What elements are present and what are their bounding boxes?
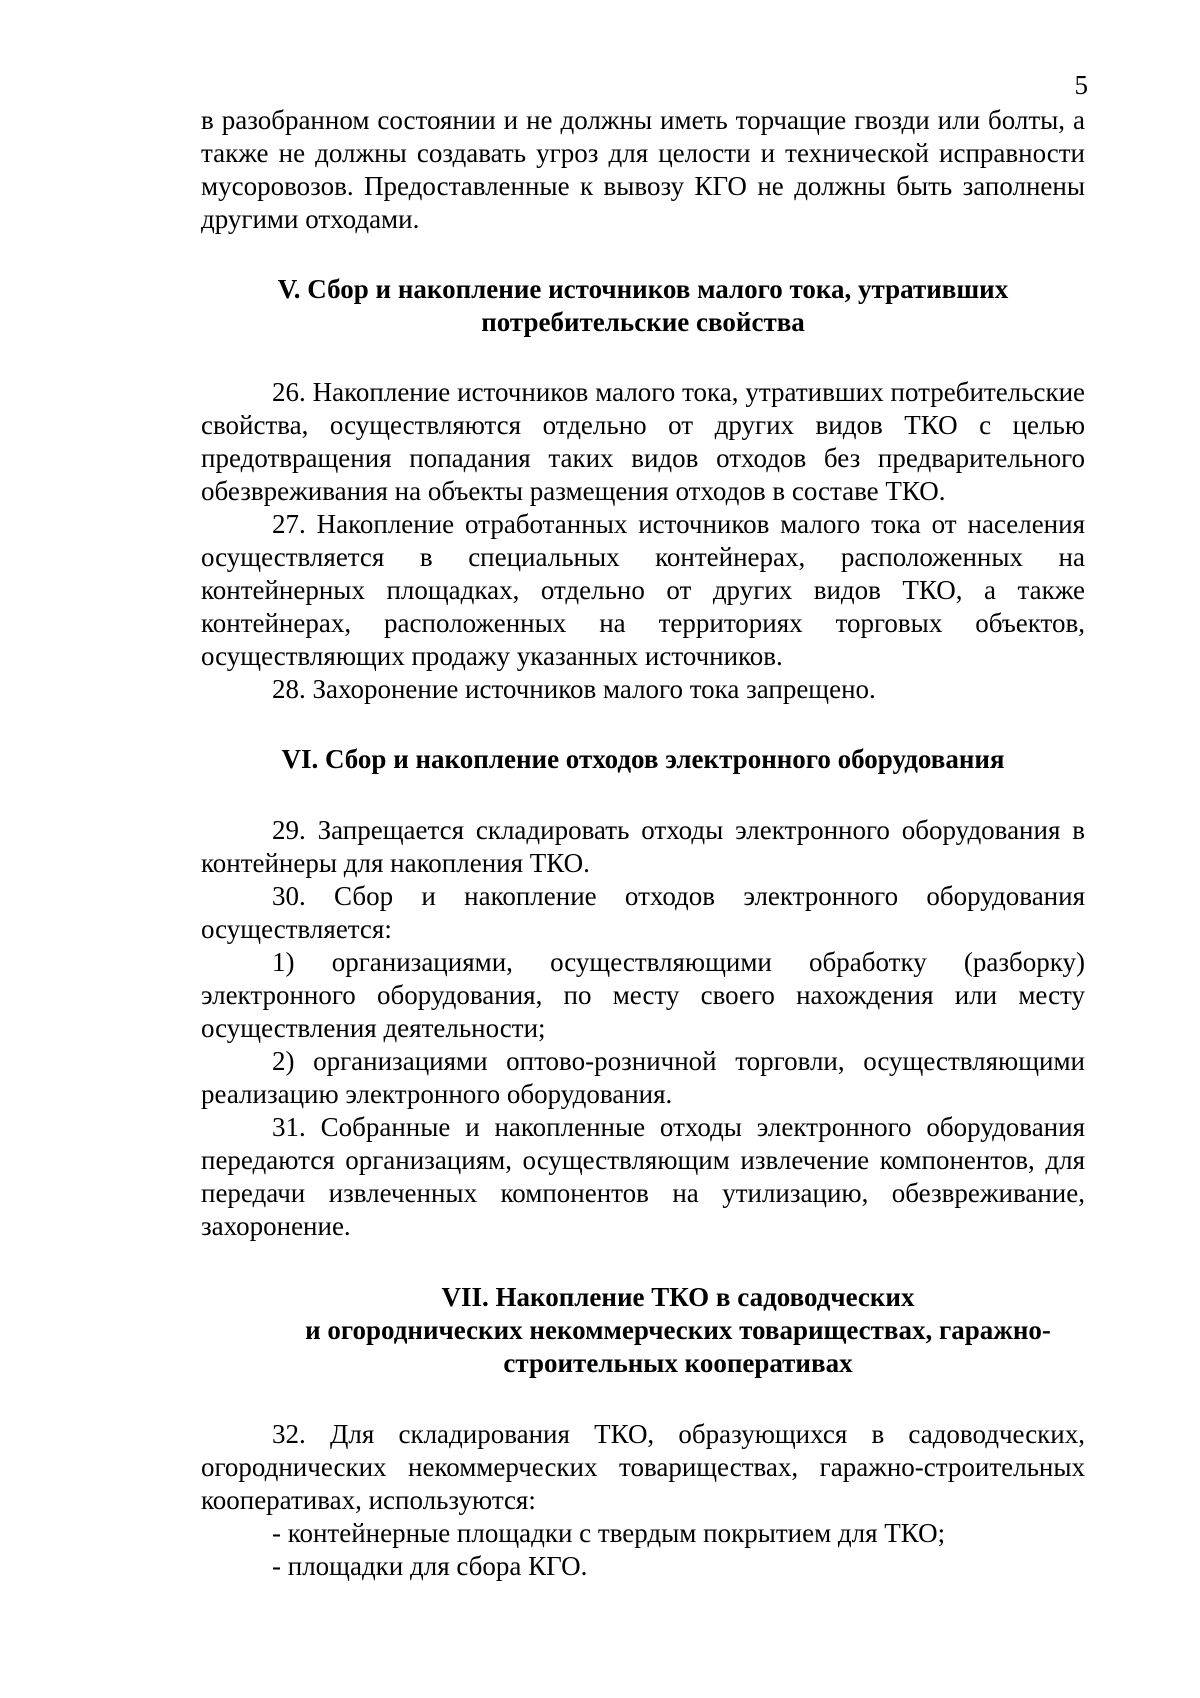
section-5-heading-line-1: V. Сбор и накопление источников малого тока, утративших — [277, 274, 1009, 304]
section-5-heading — [201, 273, 1085, 339]
section-6-heading: VI. Сбор и накопление отходов электронного оборудования — [281, 744, 1005, 774]
paragraph-28: 28. Захоронение источников малого тока запрещено. — [272, 674, 876, 704]
section-7-heading-line-3: строительных кооперативах — [503, 1348, 853, 1378]
paragraph-31: 31. Собранные и накопленные отходы электронного оборудования передаются организациям, осуществляющим извлечение компонентов, для передачи извлеченных компонентов на утилизацию, обезвреживание, захоронение. — [201, 1112, 1085, 1241]
page-number: 5 — [1074, 70, 1088, 100]
intro-paragraph: в разобранном состоянии и не должны иметь торчащие гвозди или болты, а также не должны создавать угроз для целости и технической исправности мусоровозов. Предоставленные к вывозу КГО не должны быть заполнены другими отходами. — [201, 105, 1085, 234]
document-body — [201, 104, 1085, 1583]
list-item-1: 1) организациями, осуществляющими обработку (разборку) электронного оборудования, по месту своего нахождения или месту осуществления деятельности; — [201, 947, 1085, 1043]
section-5-heading-line-2: потребительские свойства — [481, 307, 805, 337]
list-item-2: 2) организациями оптово-розничной торговли, осуществляющими реализацию электронного оборудования. — [201, 1046, 1085, 1109]
paragraph-30: 30. Сбор и накопление отходов электронного оборудования осуществляется: — [201, 881, 1085, 944]
paragraph-26: 26. Накопление источников малого тока, утративших потребительские свойства, осуществляются отдельно от других видов ТКО с целью предотвращения попадания таких видов отходов без предварительного обезвреживания на объекты размещения отходов в составе ТКО. — [201, 377, 1085, 506]
paragraph-32: 32. Для складирования ТКО, образующихся в садоводческих, огороднических некоммерческих товариществах, гаражно-строительных кооперативах, используются: — [201, 1419, 1085, 1515]
section-7-heading-line-2: и огороднических некоммерческих товариществах, гаражно- — [305, 1315, 1051, 1345]
paragraph-27: 27. Накопление отработанных источников малого тока от населения осуществляется в специальных контейнерах, расположенных на контейнерных площадках, отдельно от других видов ТКО, а также контейнерах, расположенных на территориях торговых объектов, осуществляющих продажу указанных источников. — [201, 509, 1085, 671]
section-7-heading-line-1: VII. Накопление ТКО в садоводческих — [441, 1282, 915, 1312]
section-7-heading — [201, 1281, 1085, 1380]
paragraph-29: 29. Запрещается складировать отходы электронного оборудования в контейнеры для накопления ТКО. — [201, 815, 1085, 878]
bullet-item-2: - площадки для сбора КГО. — [272, 1551, 588, 1581]
bullet-item-1: - контейнерные площадки с твердым покрытием для ТКО; — [272, 1518, 946, 1548]
